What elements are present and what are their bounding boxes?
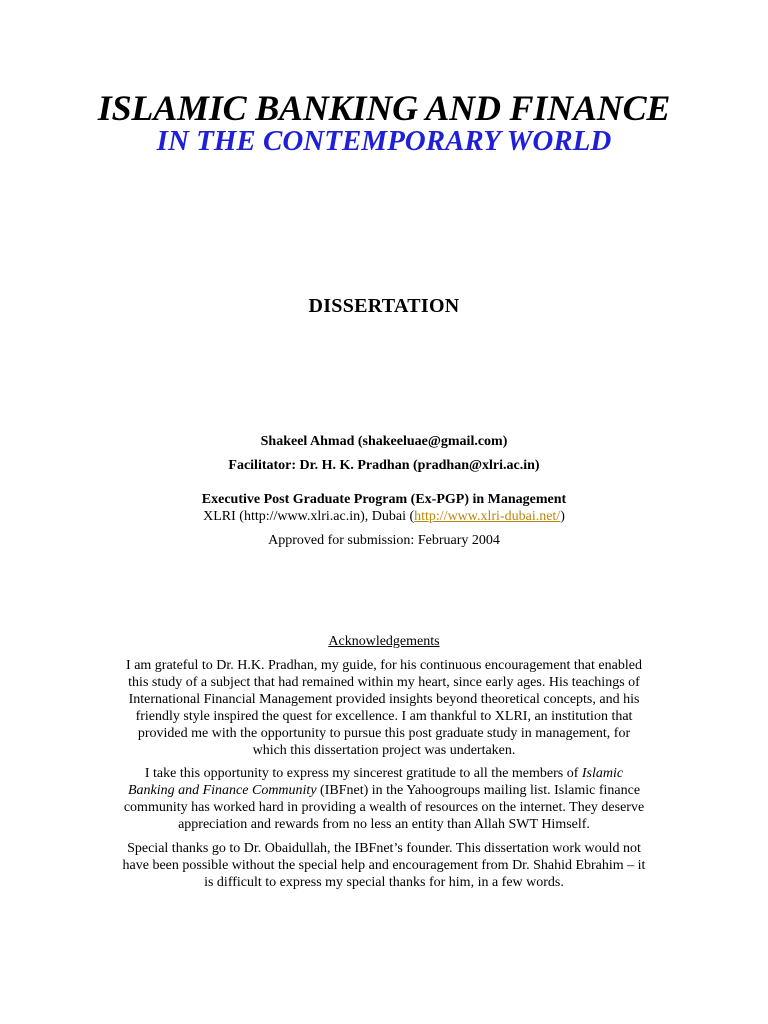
document-title: ISLAMIC BANKING AND FINANCE: [97, 88, 671, 128]
ack-p1-line: I am grateful to Dr. H.K. Pradhan, my guide, for his continuous encouragement that enabled: [126, 658, 642, 673]
community-name-part-2: Banking and Finance Community: [127, 783, 317, 798]
ack-p1-line: which this dissertation project was undertaken.: [252, 743, 516, 758]
community-name-part-1: Islamic: [581, 766, 624, 781]
ack-p3-line: have been possible without the special help and encouragement from Dr. Shahid Ebrahim – it: [122, 858, 646, 873]
ack-p1-line: International Financial Management provided insights beyond theoretical concepts, and his: [128, 692, 640, 707]
ack-p2-text: (IBFnet) in the Yahoogroups mailing list. Islamic finance: [316, 783, 641, 798]
ack-p1-line: this study of a subject that had remained within my heart, since early ages. His teachings of: [128, 675, 640, 690]
ack-p3-line: Special thanks go to Dr. Obaidullah, the IBFnet’s founder. This dissertation work would not: [127, 841, 641, 856]
ack-paragraph-3: [92, 840, 676, 891]
acknowledgements-heading: Acknowledgements: [328, 634, 440, 649]
ack-p2-line: appreciation and rewards from no less an entity than Allah SWT Himself.: [178, 817, 590, 832]
institution-line: [0, 508, 768, 525]
institution-prefix: XLRI (http://www.xlri.ac.in), Dubai (: [203, 509, 415, 524]
dubai-website-link[interactable]: http://www.xlri-dubai.net/: [414, 509, 561, 524]
ack-p2-line: community has worked hard in providing a wealth of resources on the internet. They deserve: [123, 800, 645, 815]
ack-p1-line: provided me with the opportunity to pursue this post graduate study in management, for: [137, 726, 631, 741]
document-type: DISSERTATION: [308, 295, 460, 317]
facilitator-line: Facilitator: Dr. H. K. Pradhan (pradhan@xlri.ac.in): [228, 458, 540, 473]
ack-p2-text: I take this opportunity to express my sincerest gratitude to all the members of: [144, 766, 582, 781]
ack-p1-line: friendly style inspired the quest for excellence. I am thankful to XLRI, an institution that: [135, 709, 633, 724]
approved-line: Approved for submission: February 2004: [268, 533, 500, 548]
ack-p2-line: [92, 782, 676, 799]
ack-paragraph-1: [92, 657, 676, 759]
document-subtitle: IN THE CONTEMPORARY WORLD: [156, 125, 612, 157]
ack-p3-line: is difficult to express my special thanks for him, in a few words.: [204, 875, 564, 890]
author-line: Shakeel Ahmad (shakeeluae@gmail.com): [260, 434, 508, 449]
institution-suffix: ): [560, 509, 565, 524]
ack-paragraph-2: [92, 765, 676, 833]
program-line: Executive Post Graduate Program (Ex-PGP) in Management: [201, 492, 567, 507]
ack-p2-line: [92, 765, 676, 782]
